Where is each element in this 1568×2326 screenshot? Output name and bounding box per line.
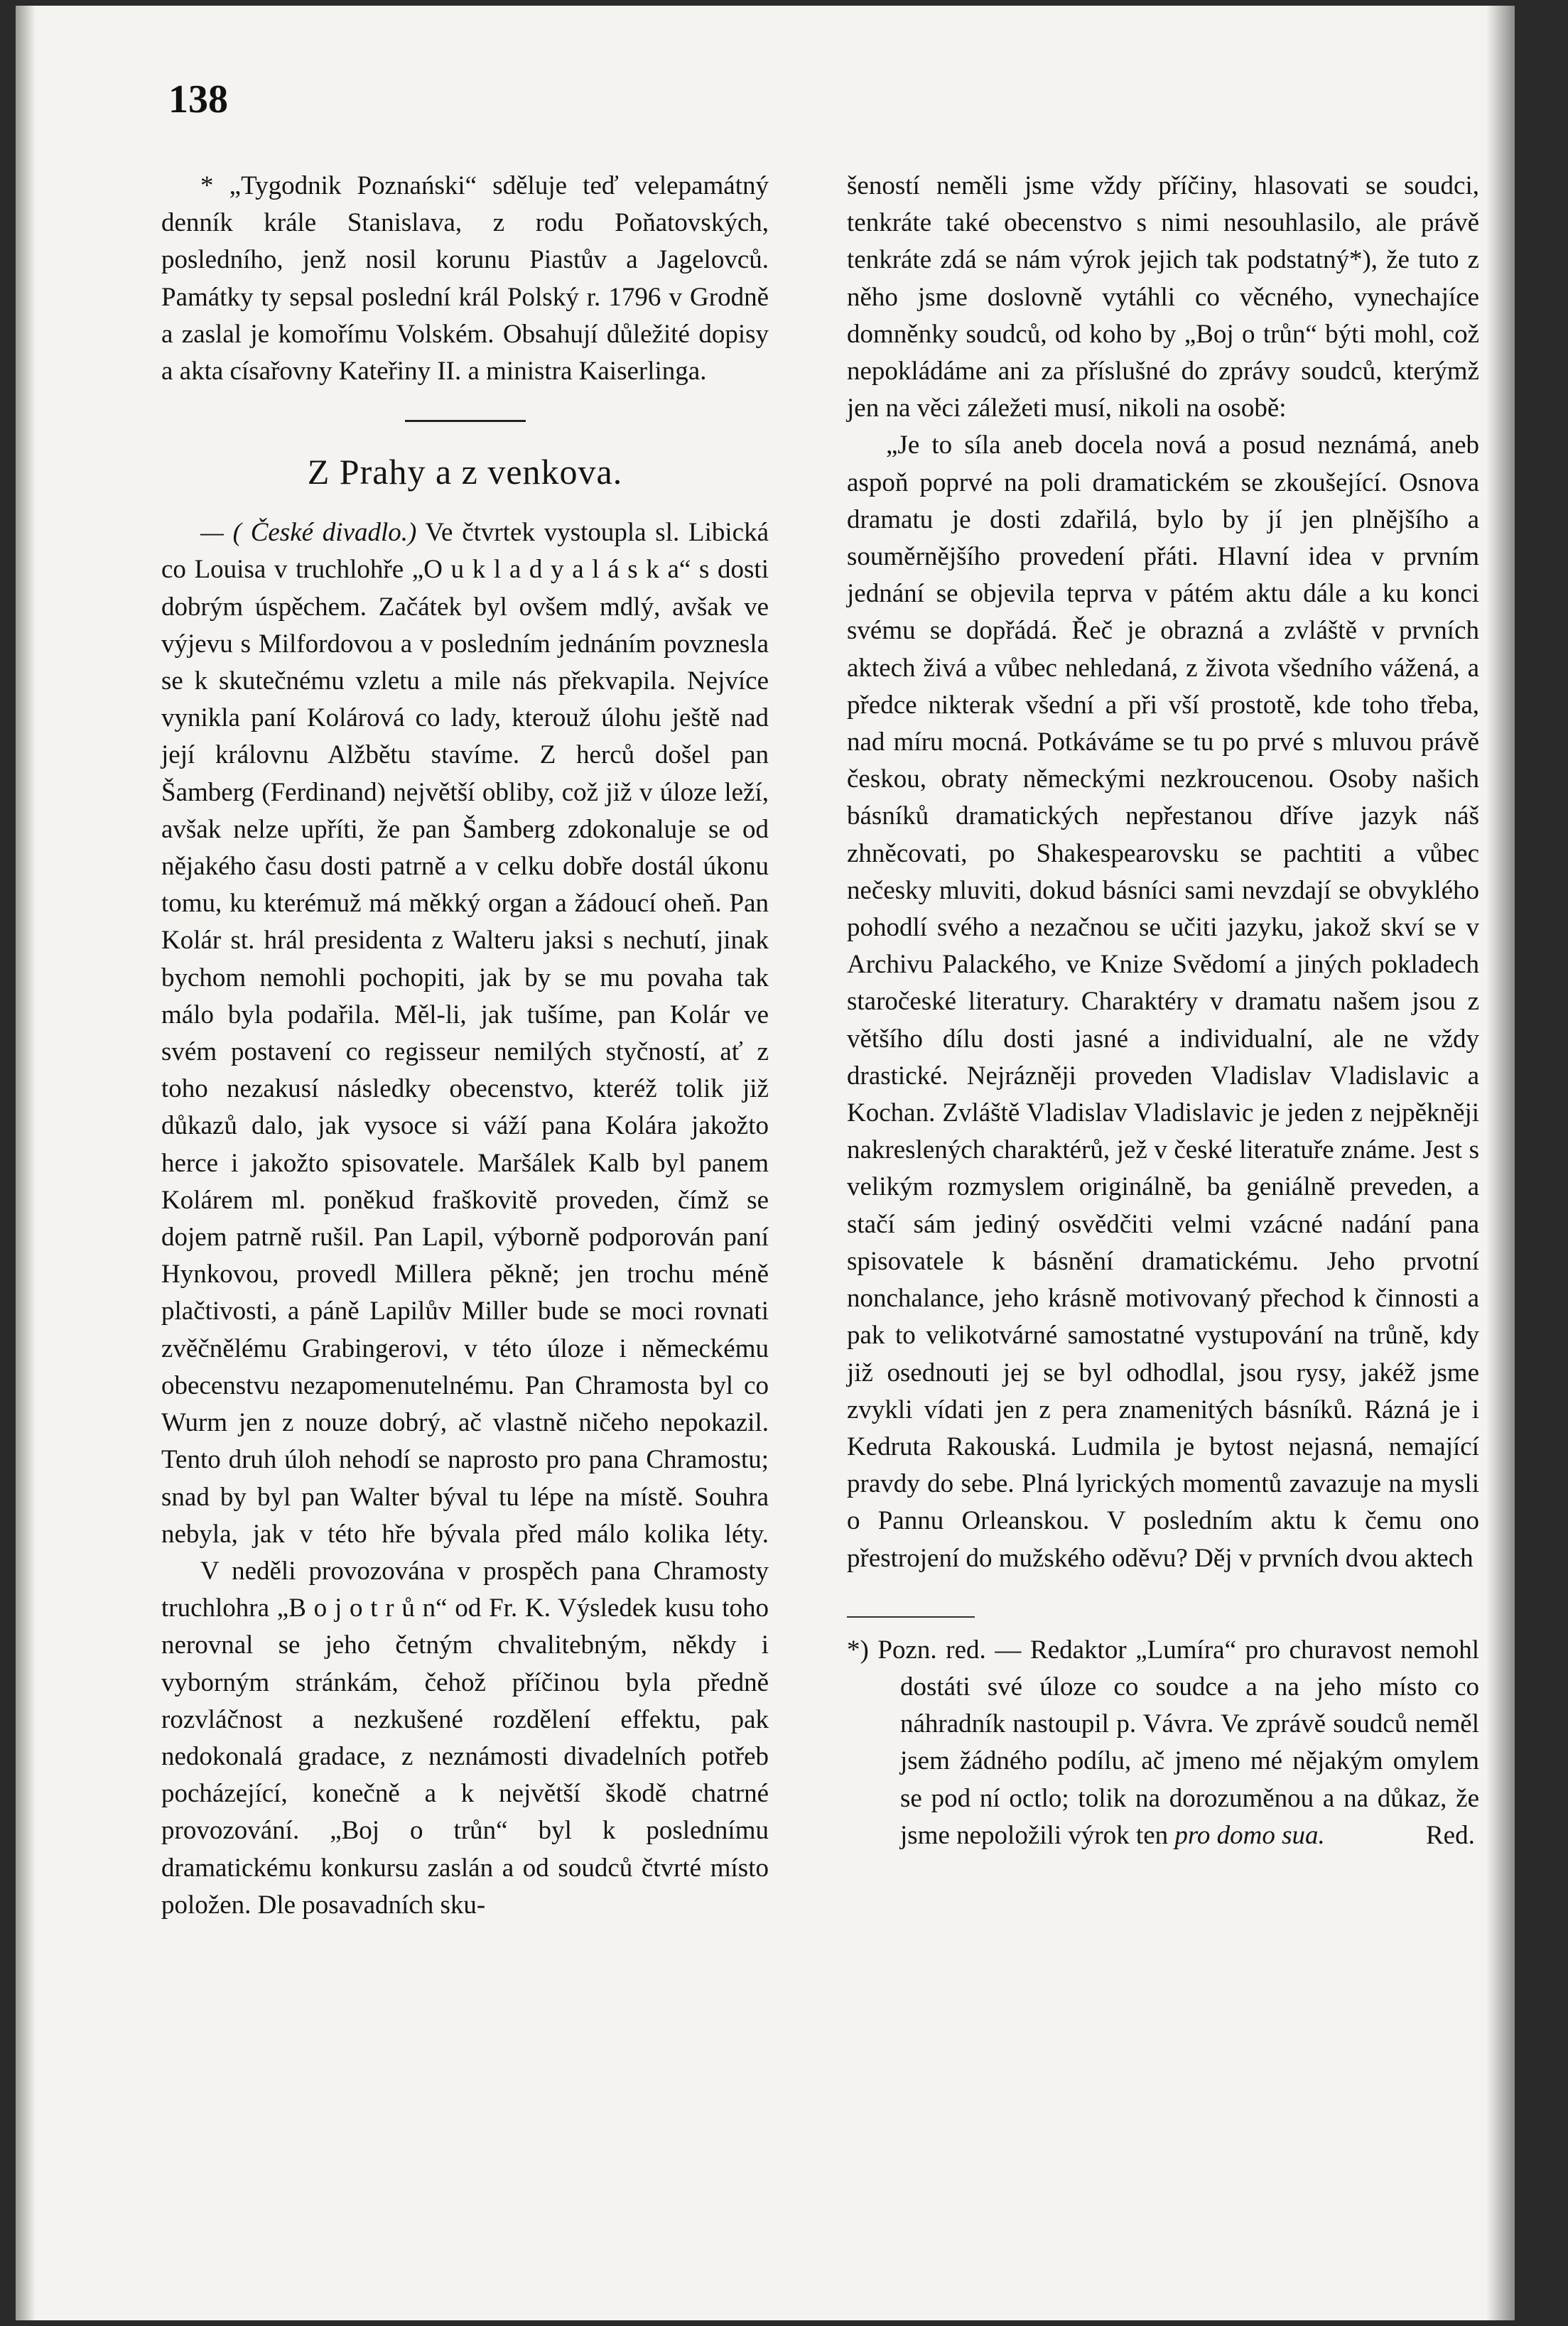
theatre-report-paragraph (161, 514, 769, 1553)
left-column (161, 168, 769, 1924)
document-page (16, 6, 1515, 2320)
tygodnik-notice: * „Tygodnik Poznański“ sděluje teď velepamátný denník krále Stanislava, z rodu Poňatovských, posledního, jenž nosil korunu Piastův a Jagelovců. Památky ty sepsal poslední král Polský r. 1796 v Grodně a zaslal je komořímu Volském. Obsahují důležité dopisy a akta císařovny Kateřiny II. a ministra Kaiserlinga. (161, 171, 769, 386)
page-gutter-shadow (16, 6, 36, 2320)
continuation-paragraph: šeností neměli jsme vždy příčiny, hlasovati se soudci, tenkráte také obecenstvo s nimi nesouhlasilo, ale právě tenkráte zdá se nám výrok jejich tak podstatný*), že tuto z něho jsme doslovně vytáhli co věcného, vynechajíce domněnky soudců, od koho by „Boj o trůn“ býti mohl, což nepokládáme ani za příslušné do zprávy soudců, kterýmž jen na věci záležeti musí, nikoli na osobě: (847, 171, 1479, 423)
footnote-italic: pro domo sua. (1174, 1820, 1325, 1850)
section-heading: Z Prahy a z venkova. (307, 452, 623, 492)
section-lead: — ( České divadlo.) (200, 518, 417, 548)
section-divider (405, 420, 526, 422)
boj-o-trun-paragraph: V neděli provozována v prospěch pana Chramosty truchlohra „B o j o t r ů n“ od Fr. K. Výsledek kusu toho nerovnal se jeho četným chvalitebným, někdy i vyborným stránkám, čehož příčinou byla předně rozvláčnost a nezkušené rozdělení effektu, pak nedokonalá gradace, z neznámosti divadelních potřeb pocházející, konečně a k největší škodě chatrné provozování. „Boj o trůn“ byl k poslednímu dramatickému konkursu zaslán a od soudců čtvrté místo položen. Dle posavadních sku- (161, 1556, 769, 1920)
editor-footnote: *) Pozn. red. — Redaktor „Lumíra“ pro churavost nemohl dostáti své úloze co soudce a na jeho místo co náhradník nastoupil p. Vávra. Ve zprávě soudců neměl jsem žádného podílu, ač jmeno mé nějakým omylem se pod ní octlo; tolik na dorozuměnou a na důkaz, že jsme nepoložili výrok ten pro domo sua. Red. (847, 1635, 1479, 1850)
theatre-report-text: Ve čtvrtek vystoupla sl. Libická co Louisa v truchlohře „O u k l a d y a l á s k a“ s dosti dobrým úspěchem. Začátek byl ovšem mdlý, avšak ve výjevu s Milfordovou a v posledním jednáním povznesla se k skutečnému vzletu a mile nás překvapila. Nejvíce vynikla paní Kolárová co lady, kterouž úlohu ještě nad její královnu Alžbětu stavíme. Z herců došel pan Šamberg (Ferdinand) největší obliby, což již v úloze leží, avšak nelze upříti, že pan Šamberg zdokonaluje se od nějakého času dosti patrně a v celku dobře dostál úkonu tomu, ku kterémuž má měkký organ a žádoucí oheň. Pan Kolár st. hrál presidenta z Walteru jaksi s nechutí, jinak bychom nemohli pochopiti, jak by se mu povaha tak málo byla podařila. Měl-li, jak tušíme, pan Kolár ve svém postavení co regisseur nemilých styčností, ať z toho nezakusí následky obecenstvo, kteréž tolik již důkazů dalo, jak vysoce si váží pana Kolára jakožto herce i jakožto spisovatele. Maršálek Kalb byl panem Kolárem ml. poněkud fraškovitě proveden, čímž se dojem patrně rušil. Pan Lapil, výborně podporován paní Hynkovou, provedl Millera pěkně; jen trochu méně plačtivosti, a páně Lapilův Miller bude se moci rovnati zvěčnělému Grabingerovi, v této úloze i německému obecenstvu nezapomenutelnému. Pan Chramosta byl co Wurm jen z nouze dobrý, ač vlastně ničeho nepokazil. Tento druh úloh nehodí se naprosto pro pana Chramostu; snad by byl pan Walter býval tu lépe na místě. Souhra nebyla, jak v této hře bývala před málo kolika léty. (161, 518, 769, 1549)
right-column (847, 168, 1479, 1854)
jury-verdict-quote: „Je to síla aneb docela nová a posud neznámá, aneb aspoň poprvé na poli dramatickém se zkoušející. Osnova dramatu je dosti zdařilá, bylo by jí jen plnějšího a souměrnějšího provedení přáti. Hlavní idea v prvním jednání se objevila teprva v pátém aktu dále a ku konci svému se dopřádá. Řeč je obrazná a zvláště v prvních aktech živá a vůbec nehledaná, z života všedního vážená, a předce nikterak všední a při vší prostotě, kde toho třeba, nad míru mocná. Potkáváme se tu po prvé s mluvou právě českou, obraty německými nezkroucenou. Osoby našich básníků dramatických nepřestanou dříve jazyk náš zhněcovati, po Shakespearovsku se pachtiti a vůbec nečesky mluviti, dokud básníci sami nevzdají se obvyklého pohodlí svého a nezačnou se učiti jazyku, jakož skví se v Archivu Palackého, ve Knize Svědomí a jiných pokladech staročeské literatury. Charaktéry v dramatu našem jsou z většího dílu dosti jasné a individualní, ale ne vždy drastické. Nejrázněji proveden Vladislav Vladislavic a Kochan. Zvláště Vladislav Vladislavic je jeden z nejpěkněji nakreslených charaktérů, jež v české literatuře známe. Jest s velikým rozmyslem originálně, ba geniálně preveden, a stačí sám jediný osvědčiti velmi vzácné nadání pana spisovatele k básnění dramatickému. Jeho prvotní nonchalance, jeho krásně motivovaný přechod k činnosti a pak to velikotvárné samostatné vystupování na trůně, kdy již osednouti jej se byl odhodlal, jsou rysy, jakéž jsme zvykli vídati jen z pera znamenitých básníků. Rázná je i Kedruta Rakouská. Ludmila je bytost nejasná, nemající pravdy do sebe. Plná lyrických momentů zavazuje na mysli o Pannu Orleanskou. V posledním aktu k čemu ono přestrojení do mužského oděvu? Děj v prvních dvou aktech (847, 431, 1479, 1573)
page-number: 138 (168, 77, 228, 121)
page-edge-shadow (1486, 6, 1515, 2320)
footnote-divider (847, 1616, 975, 1618)
footnote-text: *) Pozn. red. — Redaktor „Lumíra“ pro churavost nemohl dostáti své úloze co soudce a na jeho místo co náhradník nastoupil p. Vávra. Ve zprávě soudců neměl jsem žádného podílu, ač jmeno mé nějakým omylem se pod ní octlo; tolik na dorozuměnou a na důkaz, že jsme nepoložili výrok ten (847, 1635, 1479, 1850)
